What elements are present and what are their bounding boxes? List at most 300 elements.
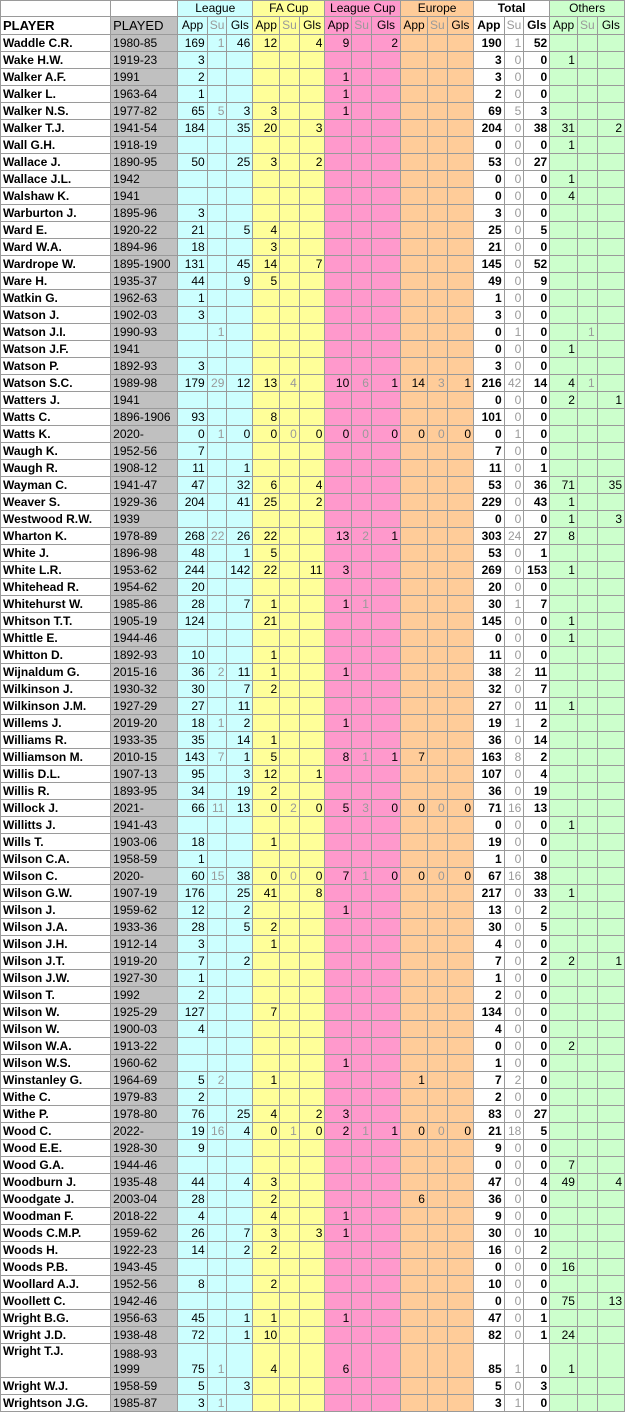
- lc-su-cell: [352, 1191, 372, 1208]
- eu-su-cell: [427, 834, 447, 851]
- lc-su-cell: [352, 1327, 372, 1344]
- fa-su-cell: [280, 715, 300, 732]
- fa-gls-cell: [299, 1242, 325, 1259]
- fa-gls-cell: [299, 375, 325, 392]
- fa-su-cell: [280, 1327, 300, 1344]
- fa-su-cell: [280, 222, 300, 239]
- league-app-cell: 18: [178, 239, 207, 256]
- others-gls-cell: [597, 732, 624, 749]
- fa-gls-cell: [299, 1191, 325, 1208]
- column-header-fa-su: Su: [280, 17, 300, 35]
- lc-gls-cell: [371, 511, 400, 528]
- eu-app-cell: [401, 358, 428, 375]
- lc-app-cell: 1: [325, 902, 352, 919]
- lc-su-cell: [352, 307, 372, 324]
- eu-su-cell: [427, 1208, 447, 1225]
- eu-app-cell: [401, 239, 428, 256]
- others-app-cell: [550, 1021, 578, 1038]
- others-app-cell: 1: [550, 511, 578, 528]
- league-su-cell: [207, 494, 227, 511]
- others-su-cell: [577, 613, 597, 630]
- played-years-cell: 1952-56: [111, 1276, 178, 1293]
- lc-app-cell: [325, 681, 352, 698]
- others-app-cell: [550, 749, 578, 766]
- eu-app-cell: [401, 273, 428, 290]
- eu-su-cell: [427, 358, 447, 375]
- total-gls-cell: 0: [524, 1072, 550, 1089]
- eu-app-cell: [401, 834, 428, 851]
- total-gls-cell: 0: [524, 392, 550, 409]
- league-su-cell: [207, 817, 227, 834]
- league-su-cell: [207, 460, 227, 477]
- lc-su-cell: [352, 953, 372, 970]
- eu-su-cell: [427, 1310, 447, 1327]
- lc-app-cell: 1: [325, 69, 352, 86]
- played-years-cell: 1907-19: [111, 885, 178, 902]
- league-su-cell: [207, 936, 227, 953]
- played-years-cell: 1941-47: [111, 477, 178, 494]
- total-app-cell: 3: [474, 52, 505, 69]
- fa-app-cell: [253, 1157, 280, 1174]
- fa-gls-cell: [299, 1072, 325, 1089]
- eu-app-cell: [401, 222, 428, 239]
- others-gls-cell: [597, 205, 624, 222]
- league-gls-cell: [227, 936, 253, 953]
- league-gls-cell: [227, 171, 253, 188]
- total-gls-cell: 2: [524, 902, 550, 919]
- others-su-cell: [577, 596, 597, 613]
- lc-gls-cell: [371, 902, 400, 919]
- fa-gls-cell: [299, 1038, 325, 1055]
- league-app-cell: [178, 630, 207, 647]
- others-gls-cell: [597, 69, 624, 86]
- player-name-cell: Walshaw K.: [1, 188, 111, 205]
- league-gls-cell: [227, 647, 253, 664]
- eu-gls-cell: [447, 579, 473, 596]
- lc-gls-cell: [371, 698, 400, 715]
- fa-app-cell: [253, 358, 280, 375]
- total-app-cell: 11: [474, 647, 505, 664]
- fa-app-cell: 10: [253, 1327, 280, 1344]
- total-su-cell: 0: [504, 1140, 524, 1157]
- total-app-cell: 204: [474, 120, 505, 137]
- fa-gls-cell: [299, 358, 325, 375]
- total-gls-cell: 2: [524, 1242, 550, 1259]
- header-blank: [1, 1, 111, 17]
- league-su-cell: [207, 1242, 227, 1259]
- others-su-cell: [577, 579, 597, 596]
- total-app-cell: 2: [474, 86, 505, 103]
- league-gls-cell: [227, 817, 253, 834]
- others-gls-cell: [597, 987, 624, 1004]
- total-app-cell: 0: [474, 137, 505, 154]
- table-row: [1, 154, 625, 171]
- fa-gls-cell: [299, 749, 325, 766]
- others-app-cell: [550, 1378, 578, 1395]
- others-app-cell: 71: [550, 477, 578, 494]
- fa-gls-cell: [299, 511, 325, 528]
- lc-app-cell: [325, 1038, 352, 1055]
- others-su-cell: [577, 1106, 597, 1123]
- lc-su-cell: 3: [352, 800, 372, 817]
- others-app-cell: 7: [550, 1157, 578, 1174]
- player-name-cell: Wilson W.: [1, 1004, 111, 1021]
- total-su-cell: 0: [504, 579, 524, 596]
- total-gls-cell: 0: [524, 358, 550, 375]
- total-su-cell: 18: [504, 1123, 524, 1140]
- others-app-cell: 31: [550, 120, 578, 137]
- table-row: [1, 1021, 625, 1038]
- played-years-cell: 1941: [111, 188, 178, 205]
- fa-gls-cell: [299, 936, 325, 953]
- eu-gls-cell: 0: [447, 426, 473, 443]
- total-su-cell: 0: [504, 1004, 524, 1021]
- eu-su-cell: [427, 1378, 447, 1395]
- league-gls-cell: [227, 137, 253, 154]
- league-gls-cell: [227, 86, 253, 103]
- total-app-cell: 38: [474, 664, 505, 681]
- eu-su-cell: [427, 1191, 447, 1208]
- played-years-cell: 1896-98: [111, 545, 178, 562]
- played-years-cell: 1892-93: [111, 647, 178, 664]
- total-gls-cell: 2: [524, 953, 550, 970]
- eu-su-cell: [427, 562, 447, 579]
- lc-gls-cell: [371, 409, 400, 426]
- lc-app-cell: [325, 885, 352, 902]
- others-gls-cell: [597, 1140, 624, 1157]
- others-app-cell: 24: [550, 1327, 578, 1344]
- total-su-cell: 0: [504, 766, 524, 783]
- total-gls-cell: 13: [524, 800, 550, 817]
- played-years-cell: 2015-16: [111, 664, 178, 681]
- fa-su-cell: [280, 273, 300, 290]
- eu-su-cell: [427, 970, 447, 987]
- fa-app-cell: 0: [253, 868, 280, 885]
- total-gls-cell: 14: [524, 732, 550, 749]
- league-gls-cell: 9: [227, 273, 253, 290]
- fa-su-cell: [280, 120, 300, 137]
- league-su-cell: [207, 341, 227, 358]
- played-years-cell: 1985-86: [111, 596, 178, 613]
- fa-su-cell: [280, 613, 300, 630]
- league-gls-cell: 46: [227, 35, 253, 52]
- lc-app-cell: [325, 120, 352, 137]
- league-gls-cell: 3: [227, 766, 253, 783]
- played-years-cell: 1992: [111, 987, 178, 1004]
- eu-app-cell: [401, 545, 428, 562]
- played-years-cell: 1933-35: [111, 732, 178, 749]
- total-su-cell: 0: [504, 1378, 524, 1395]
- table-row: [1, 868, 625, 885]
- fa-app-cell: [253, 69, 280, 86]
- league-gls-cell: [227, 443, 253, 460]
- lc-su-cell: 0: [352, 426, 372, 443]
- total-su-cell: 0: [504, 613, 524, 630]
- league-app-cell: 50: [178, 154, 207, 171]
- player-name-cell: Willitts J.: [1, 817, 111, 834]
- fa-gls-cell: [299, 545, 325, 562]
- eu-su-cell: [427, 137, 447, 154]
- lc-app-cell: [325, 647, 352, 664]
- fa-gls-cell: 1: [299, 766, 325, 783]
- league-app-cell: 19: [178, 1123, 207, 1140]
- table-row: [1, 766, 625, 783]
- others-app-cell: 1: [550, 171, 578, 188]
- eu-su-cell: [427, 273, 447, 290]
- league-app-cell: 18: [178, 834, 207, 851]
- fa-app-cell: 3: [253, 103, 280, 120]
- league-su-cell: [207, 1276, 227, 1293]
- total-su-cell: 0: [504, 732, 524, 749]
- league-app-cell: 60: [178, 868, 207, 885]
- others-gls-cell: [597, 545, 624, 562]
- lc-su-cell: 2: [352, 528, 372, 545]
- eu-gls-cell: [447, 987, 473, 1004]
- player-name-cell: Wilson J.W.: [1, 970, 111, 987]
- player-name-cell: Woollard A.J.: [1, 1276, 111, 1293]
- others-su-cell: [577, 1378, 597, 1395]
- others-gls-cell: [597, 647, 624, 664]
- player-name-cell: White L.R.: [1, 562, 111, 579]
- played-years-cell: 1954-62: [111, 579, 178, 596]
- others-gls-cell: [597, 902, 624, 919]
- fa-su-cell: [280, 1242, 300, 1259]
- lc-gls-cell: 1: [371, 375, 400, 392]
- others-app-cell: [550, 103, 578, 120]
- league-su-cell: [207, 239, 227, 256]
- fa-app-cell: [253, 579, 280, 596]
- league-su-cell: [207, 630, 227, 647]
- total-gls-cell: 0: [524, 1055, 550, 1072]
- column-header-lc-app: App: [325, 17, 352, 35]
- eu-gls-cell: [447, 1055, 473, 1072]
- table-row: [1, 715, 625, 732]
- league-gls-cell: [227, 239, 253, 256]
- total-app-cell: 67: [474, 868, 505, 885]
- fa-su-cell: [280, 1072, 300, 1089]
- others-app-cell: 8: [550, 528, 578, 545]
- player-name-cell: Wilson T.: [1, 987, 111, 1004]
- lc-su-cell: [352, 885, 372, 902]
- league-gls-cell: [227, 1208, 253, 1225]
- fa-app-cell: 1: [253, 647, 280, 664]
- fa-gls-cell: [299, 290, 325, 307]
- lc-gls-cell: [371, 171, 400, 188]
- league-gls-cell: [227, 290, 253, 307]
- played-years-cell: 1952-56: [111, 443, 178, 460]
- lc-gls-cell: [371, 817, 400, 834]
- fa-su-cell: [280, 52, 300, 69]
- eu-su-cell: [427, 1106, 447, 1123]
- total-gls-cell: 1: [524, 545, 550, 562]
- total-su-cell: 0: [504, 1242, 524, 1259]
- player-name-cell: Wilson J.T.: [1, 953, 111, 970]
- fa-gls-cell: [299, 171, 325, 188]
- league-su-cell: [207, 290, 227, 307]
- league-su-cell: [207, 443, 227, 460]
- table-row: [1, 426, 625, 443]
- league-su-cell: [207, 307, 227, 324]
- others-app-cell: [550, 426, 578, 443]
- others-su-cell: [577, 885, 597, 902]
- group-header-fa-cup: FA Cup: [253, 1, 325, 17]
- eu-gls-cell: [447, 273, 473, 290]
- others-gls-cell: [597, 749, 624, 766]
- others-gls-cell: [597, 528, 624, 545]
- league-su-cell: 1: [207, 324, 227, 341]
- total-app-cell: 20: [474, 579, 505, 596]
- played-years-cell: 1935-37: [111, 273, 178, 290]
- fa-su-cell: [280, 86, 300, 103]
- eu-gls-cell: [447, 817, 473, 834]
- others-app-cell: [550, 307, 578, 324]
- table-row: [1, 681, 625, 698]
- table-row: [1, 1174, 625, 1191]
- total-su-cell: 1: [504, 426, 524, 443]
- player-name-cell: Woods H.: [1, 1242, 111, 1259]
- fa-gls-cell: [299, 1344, 325, 1378]
- lc-app-cell: [325, 1157, 352, 1174]
- lc-app-cell: [325, 188, 352, 205]
- eu-gls-cell: [447, 1310, 473, 1327]
- fa-gls-cell: [299, 783, 325, 800]
- fa-app-cell: 20: [253, 120, 280, 137]
- league-app-cell: 3: [178, 1395, 207, 1412]
- played-years-cell: 1930-32: [111, 681, 178, 698]
- lc-su-cell: [352, 987, 372, 1004]
- lc-app-cell: 1: [325, 1310, 352, 1327]
- lc-gls-cell: [371, 154, 400, 171]
- fa-su-cell: [280, 511, 300, 528]
- league-app-cell: 176: [178, 885, 207, 902]
- league-gls-cell: [227, 630, 253, 647]
- played-years-cell: 1979-83: [111, 1089, 178, 1106]
- player-name-cell: Wright B.G.: [1, 1310, 111, 1327]
- table-row: [1, 783, 625, 800]
- total-su-cell: 0: [504, 1174, 524, 1191]
- total-app-cell: 216: [474, 375, 505, 392]
- eu-app-cell: [401, 1157, 428, 1174]
- fa-su-cell: [280, 698, 300, 715]
- lc-gls-cell: [371, 1344, 400, 1378]
- table-row: [1, 511, 625, 528]
- fa-su-cell: [280, 919, 300, 936]
- league-app-cell: 204: [178, 494, 207, 511]
- league-su-cell: [207, 545, 227, 562]
- fa-app-cell: 8: [253, 409, 280, 426]
- total-gls-cell: 4: [524, 766, 550, 783]
- total-gls-cell: 38: [524, 120, 550, 137]
- lc-app-cell: 6: [325, 1344, 352, 1378]
- lc-su-cell: [352, 732, 372, 749]
- lc-app-cell: [325, 341, 352, 358]
- fa-app-cell: 3: [253, 1174, 280, 1191]
- lc-gls-cell: [371, 1276, 400, 1293]
- played-years-cell: 1918-19: [111, 137, 178, 154]
- league-app-cell: 179: [178, 375, 207, 392]
- lc-su-cell: [352, 834, 372, 851]
- played-years-cell: 1893-95: [111, 783, 178, 800]
- lc-gls-cell: [371, 1004, 400, 1021]
- others-su-cell: [577, 86, 597, 103]
- total-app-cell: 3: [474, 69, 505, 86]
- lc-gls-cell: [371, 647, 400, 664]
- lc-gls-cell: [371, 256, 400, 273]
- played-years-cell: 1960-62: [111, 1055, 178, 1072]
- lc-su-cell: [352, 35, 372, 52]
- table-row: [1, 443, 625, 460]
- eu-gls-cell: [447, 1038, 473, 1055]
- table-row: [1, 596, 625, 613]
- total-su-cell: 0: [504, 222, 524, 239]
- eu-gls-cell: [447, 766, 473, 783]
- eu-app-cell: [401, 511, 428, 528]
- league-app-cell: [178, 1157, 207, 1174]
- played-years-cell: 1895-1900: [111, 256, 178, 273]
- total-gls-cell: 5: [524, 222, 550, 239]
- lc-gls-cell: [371, 358, 400, 375]
- total-app-cell: 1: [474, 290, 505, 307]
- total-su-cell: 16: [504, 868, 524, 885]
- eu-su-cell: [427, 630, 447, 647]
- lc-app-cell: [325, 1072, 352, 1089]
- fa-gls-cell: [299, 205, 325, 222]
- lc-su-cell: [352, 1225, 372, 1242]
- lc-su-cell: [352, 1106, 372, 1123]
- player-name-cell: Watts K.: [1, 426, 111, 443]
- total-app-cell: 47: [474, 1174, 505, 1191]
- lc-gls-cell: [371, 664, 400, 681]
- league-gls-cell: 12: [227, 375, 253, 392]
- lc-app-cell: 1: [325, 664, 352, 681]
- total-su-cell: 16: [504, 800, 524, 817]
- others-gls-cell: [597, 1276, 624, 1293]
- league-gls-cell: [227, 1004, 253, 1021]
- others-su-cell: [577, 1038, 597, 1055]
- fa-su-cell: [280, 545, 300, 562]
- lc-gls-cell: [371, 783, 400, 800]
- lc-gls-cell: [371, 239, 400, 256]
- total-gls-cell: 1: [524, 1310, 550, 1327]
- total-gls-cell: 5: [524, 1123, 550, 1140]
- fa-gls-cell: [299, 1310, 325, 1327]
- lc-su-cell: [352, 477, 372, 494]
- league-gls-cell: 1: [227, 1310, 253, 1327]
- player-name-cell: Woollett C.: [1, 1293, 111, 1310]
- eu-app-cell: [401, 1225, 428, 1242]
- table-row: [1, 562, 625, 579]
- eu-su-cell: [427, 1327, 447, 1344]
- eu-app-cell: [401, 1344, 428, 1378]
- column-header-others-gls: Gls: [597, 17, 624, 35]
- eu-gls-cell: [447, 885, 473, 902]
- lc-app-cell: [325, 851, 352, 868]
- others-app-cell: [550, 35, 578, 52]
- others-gls-cell: [597, 834, 624, 851]
- table-row: [1, 477, 625, 494]
- league-app-cell: 3: [178, 307, 207, 324]
- total-su-cell: 0: [504, 137, 524, 154]
- others-gls-cell: [597, 256, 624, 273]
- total-su-cell: 0: [504, 1157, 524, 1174]
- others-su-cell: [577, 1191, 597, 1208]
- fa-gls-cell: [299, 902, 325, 919]
- total-gls-cell: 0: [524, 647, 550, 664]
- eu-su-cell: [427, 596, 447, 613]
- total-su-cell: 0: [504, 1055, 524, 1072]
- fa-gls-cell: [299, 698, 325, 715]
- others-app-cell: [550, 86, 578, 103]
